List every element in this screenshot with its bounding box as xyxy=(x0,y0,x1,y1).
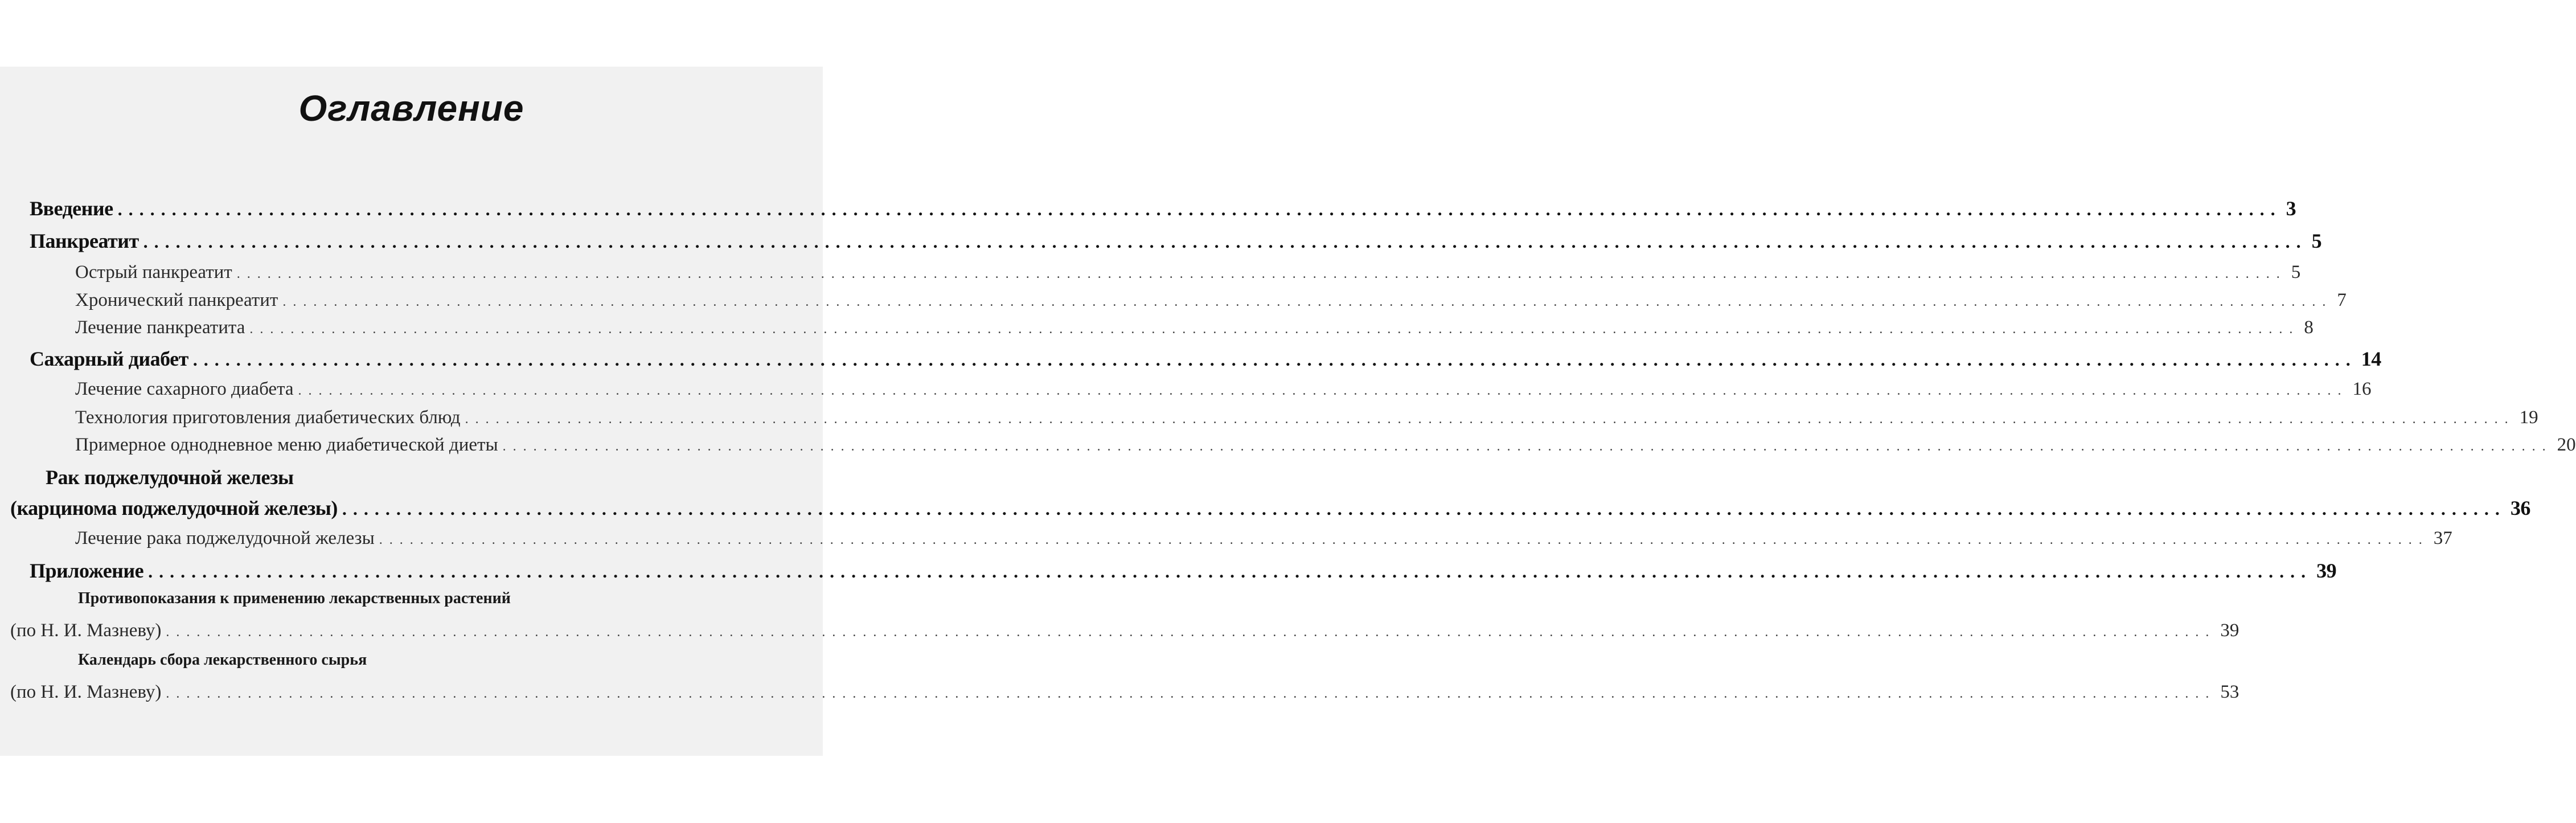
toc-entry-treatment-diabetes xyxy=(75,379,2372,400)
toc-leader-dots: ........................................................................................................................................................................................................ xyxy=(298,383,2348,398)
toc-entry-appendix xyxy=(30,559,2337,583)
toc-page-number: 14 xyxy=(2361,347,2381,370)
toc-entry-calendar-line1: Календарь сбора лекарственного сырья xyxy=(78,651,367,669)
toc-entry-label: Технология приготовления диабетических блюд xyxy=(75,407,461,428)
toc-entry-label: Рак поджелудочной железы xyxy=(46,466,294,489)
toc-entry-label: Панкреатит xyxy=(30,230,139,252)
toc-page-number: 53 xyxy=(2220,682,2239,702)
toc-leader-dots: ........................................................................................................................................................................................................ xyxy=(192,349,2357,370)
toc-page-number: 36 xyxy=(2510,497,2530,519)
toc-entry-label: (по Н. И. Мазневу) xyxy=(10,682,162,702)
toc-page-number: 37 xyxy=(2433,528,2452,548)
toc-entry-menu xyxy=(75,435,2576,456)
toc-entry-label: Лечение рака поджелудочной железы xyxy=(75,528,375,548)
toc-entry-cancer-line1 xyxy=(46,465,294,489)
toc-entry-treatment-cancer xyxy=(75,528,2452,549)
toc-leader-dots: ........................................................................................................................................................................................................ xyxy=(465,412,2515,427)
toc-entry-technology xyxy=(75,407,2538,428)
book-page xyxy=(0,67,2576,756)
toc-leader-dots: ........................................................................................................................................................................................................ xyxy=(502,439,2553,454)
toc-entry-label: (карцинома поджелудочной железы) xyxy=(10,497,338,519)
toc-page-number: 39 xyxy=(2316,559,2337,582)
toc-page-number: 7 xyxy=(2337,290,2347,310)
toc-leader-dots: ........................................................................................................................................................................................................ xyxy=(148,561,2312,582)
toc-entry-label: Острый панкреатит xyxy=(75,262,232,282)
toc-page-number: 19 xyxy=(2519,407,2538,428)
toc-entry-treatment-pancreatitis xyxy=(75,317,2314,338)
toc-entry-label: Лечение сахарного диабета xyxy=(75,379,294,399)
toc-leader-dots: ........................................................................................................................................................................................................ xyxy=(117,199,2282,219)
toc-leader-dots: ........................................................................................................................................................................................................ xyxy=(236,267,2287,281)
toc-page-number: 39 xyxy=(2220,620,2239,641)
toc-entry-label: Введение xyxy=(30,197,113,220)
toc-entry-cancer-line2 xyxy=(10,496,2530,520)
toc-entry-label: Приложение xyxy=(30,559,144,582)
toc-page-number: 3 xyxy=(2286,197,2296,220)
toc-entry-acute xyxy=(75,262,2301,283)
toc-leader-dots: ........................................................................................................................................................................................................ xyxy=(249,322,2300,337)
toc-entry-label: Примерное однодневное меню диабетической диеты xyxy=(75,435,498,455)
toc-entry-diabetes xyxy=(30,347,2381,371)
toc-page-number: 8 xyxy=(2304,317,2314,338)
toc-entry-label: (по Н. И. Мазневу) xyxy=(10,620,162,641)
toc-entry-label: Хронический панкреатит xyxy=(75,290,278,310)
toc-leader-dots: ........................................................................................................................................................................................................ xyxy=(166,625,2216,640)
toc-entry-label: Сахарный диабет xyxy=(30,347,188,370)
toc-leader-dots: ........................................................................................................................................................................................................ xyxy=(379,533,2429,547)
toc-leader-dots: ........................................................................................................................................................................................................ xyxy=(342,498,2506,519)
toc-entry-pancreatitis xyxy=(30,229,2322,253)
toc-entry-label: Лечение панкреатита xyxy=(75,317,245,338)
toc-leader-dots: ........................................................................................................................................................................................................ xyxy=(282,294,2333,309)
toc-leader-dots: ........................................................................................................................................................................................................ xyxy=(166,686,2216,701)
toc-page-number: 5 xyxy=(2311,230,2322,252)
toc-leader-dots: ........................................................................................................................................................................................................ xyxy=(143,231,2307,252)
toc-page-number: 20 xyxy=(2557,435,2576,455)
toc-entry-intro xyxy=(30,196,2296,220)
toc-entry-chronic xyxy=(75,290,2347,311)
toc-entry-calendar-line2 xyxy=(10,682,2239,703)
toc-entry-contra-line1: Противопоказания к применению лекарственных растений xyxy=(78,589,511,607)
toc-page-number: 5 xyxy=(2291,262,2301,282)
page-title: Оглавление xyxy=(298,88,524,129)
toc-page-number: 16 xyxy=(2352,379,2372,399)
toc-entry-contra-line2 xyxy=(10,620,2239,641)
